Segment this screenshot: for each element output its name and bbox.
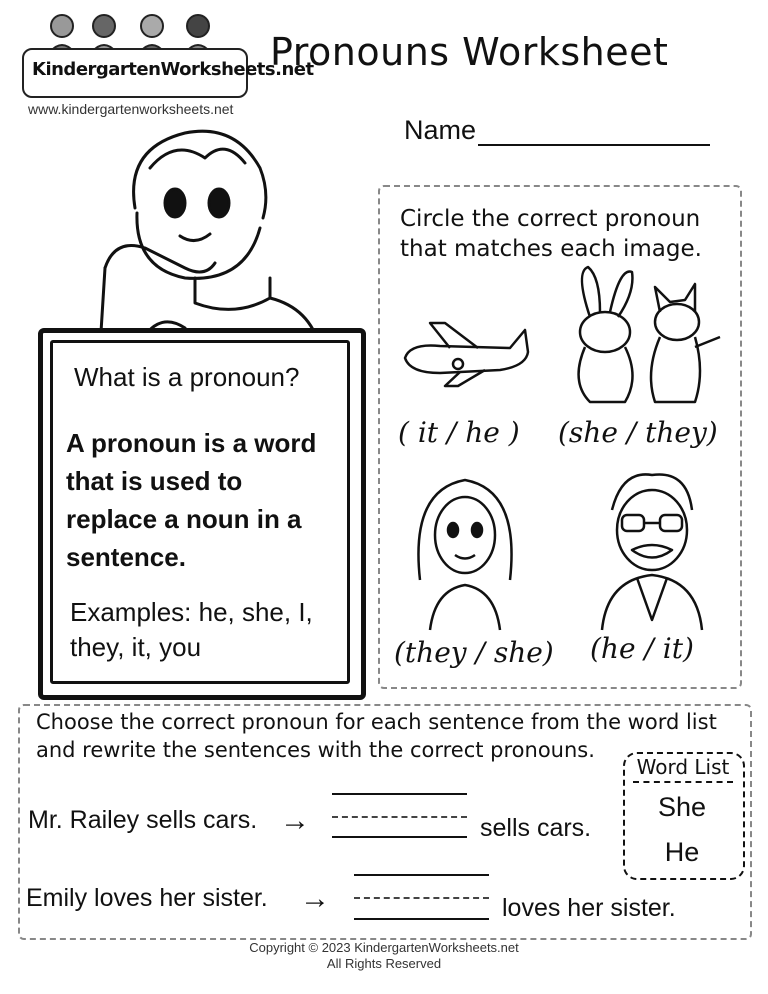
word-list-item: She (657, 792, 707, 822)
sentence-2-mid-line[interactable] (354, 897, 489, 899)
choice-it-he[interactable]: ( it / he ) (398, 416, 520, 449)
rabbit-and-cat-image (560, 262, 730, 407)
site-url: www.kindergartenworksheets.net (28, 101, 234, 117)
board-definition: A pronoun is a word that is used to replace a noun in a sentence. (66, 428, 317, 572)
copyright-text: Copyright © 2023 KindergartenWorksheets.net (249, 940, 519, 955)
woman-image (410, 470, 520, 630)
sentence-1-mid-line[interactable] (332, 816, 467, 818)
footer (0, 940, 768, 972)
choice-she-they[interactable]: (she / they) (558, 416, 718, 449)
rewrite-instructions: Choose the correct pronoun for each sentence from the word list and rewrite the sentences with the correct pronouns. (36, 710, 717, 762)
sentence-2-top-line[interactable] (354, 874, 489, 876)
sentence-1-base-line[interactable] (332, 836, 467, 838)
sentence-2-prompt: Emily loves her sister. (26, 884, 268, 912)
sentence-1-prompt: Mr. Railey sells cars. (28, 806, 258, 834)
page-title: Pronouns Worksheet (270, 30, 669, 74)
board-examples: Examples: he, she, I, they, it, you (70, 597, 313, 662)
choice-he-it[interactable]: (he / it) (590, 632, 694, 665)
arrow-icon: → (300, 882, 330, 915)
sentence-2-base-line[interactable] (354, 918, 489, 920)
logo-kids-illustration (30, 8, 230, 52)
sentence-2-ending: loves her sister. (502, 894, 676, 922)
logo-text: KindergartenWorksheets.net (32, 59, 314, 80)
grandfather-image (592, 470, 712, 630)
sentence-1-ending: sells cars. (480, 814, 592, 842)
arrow-icon: → (280, 804, 310, 837)
word-list-title: Word List (633, 755, 733, 783)
circle-instructions: Circle the correct pronoun that matches each image. (400, 206, 702, 262)
choice-they-she[interactable]: (they / she) (394, 636, 554, 669)
name-line[interactable] (478, 118, 710, 146)
name-field[interactable] (404, 115, 710, 146)
board-question: What is a pronoun? (74, 362, 300, 392)
airplane-image (400, 318, 530, 388)
rights-text: All Rights Reserved (326, 956, 442, 971)
site-logo (22, 48, 314, 98)
thinking-boy-illustration (95, 118, 355, 358)
sentence-1-top-line[interactable] (332, 793, 467, 795)
name-label: Name (404, 115, 477, 145)
word-list-item: He (664, 837, 700, 867)
